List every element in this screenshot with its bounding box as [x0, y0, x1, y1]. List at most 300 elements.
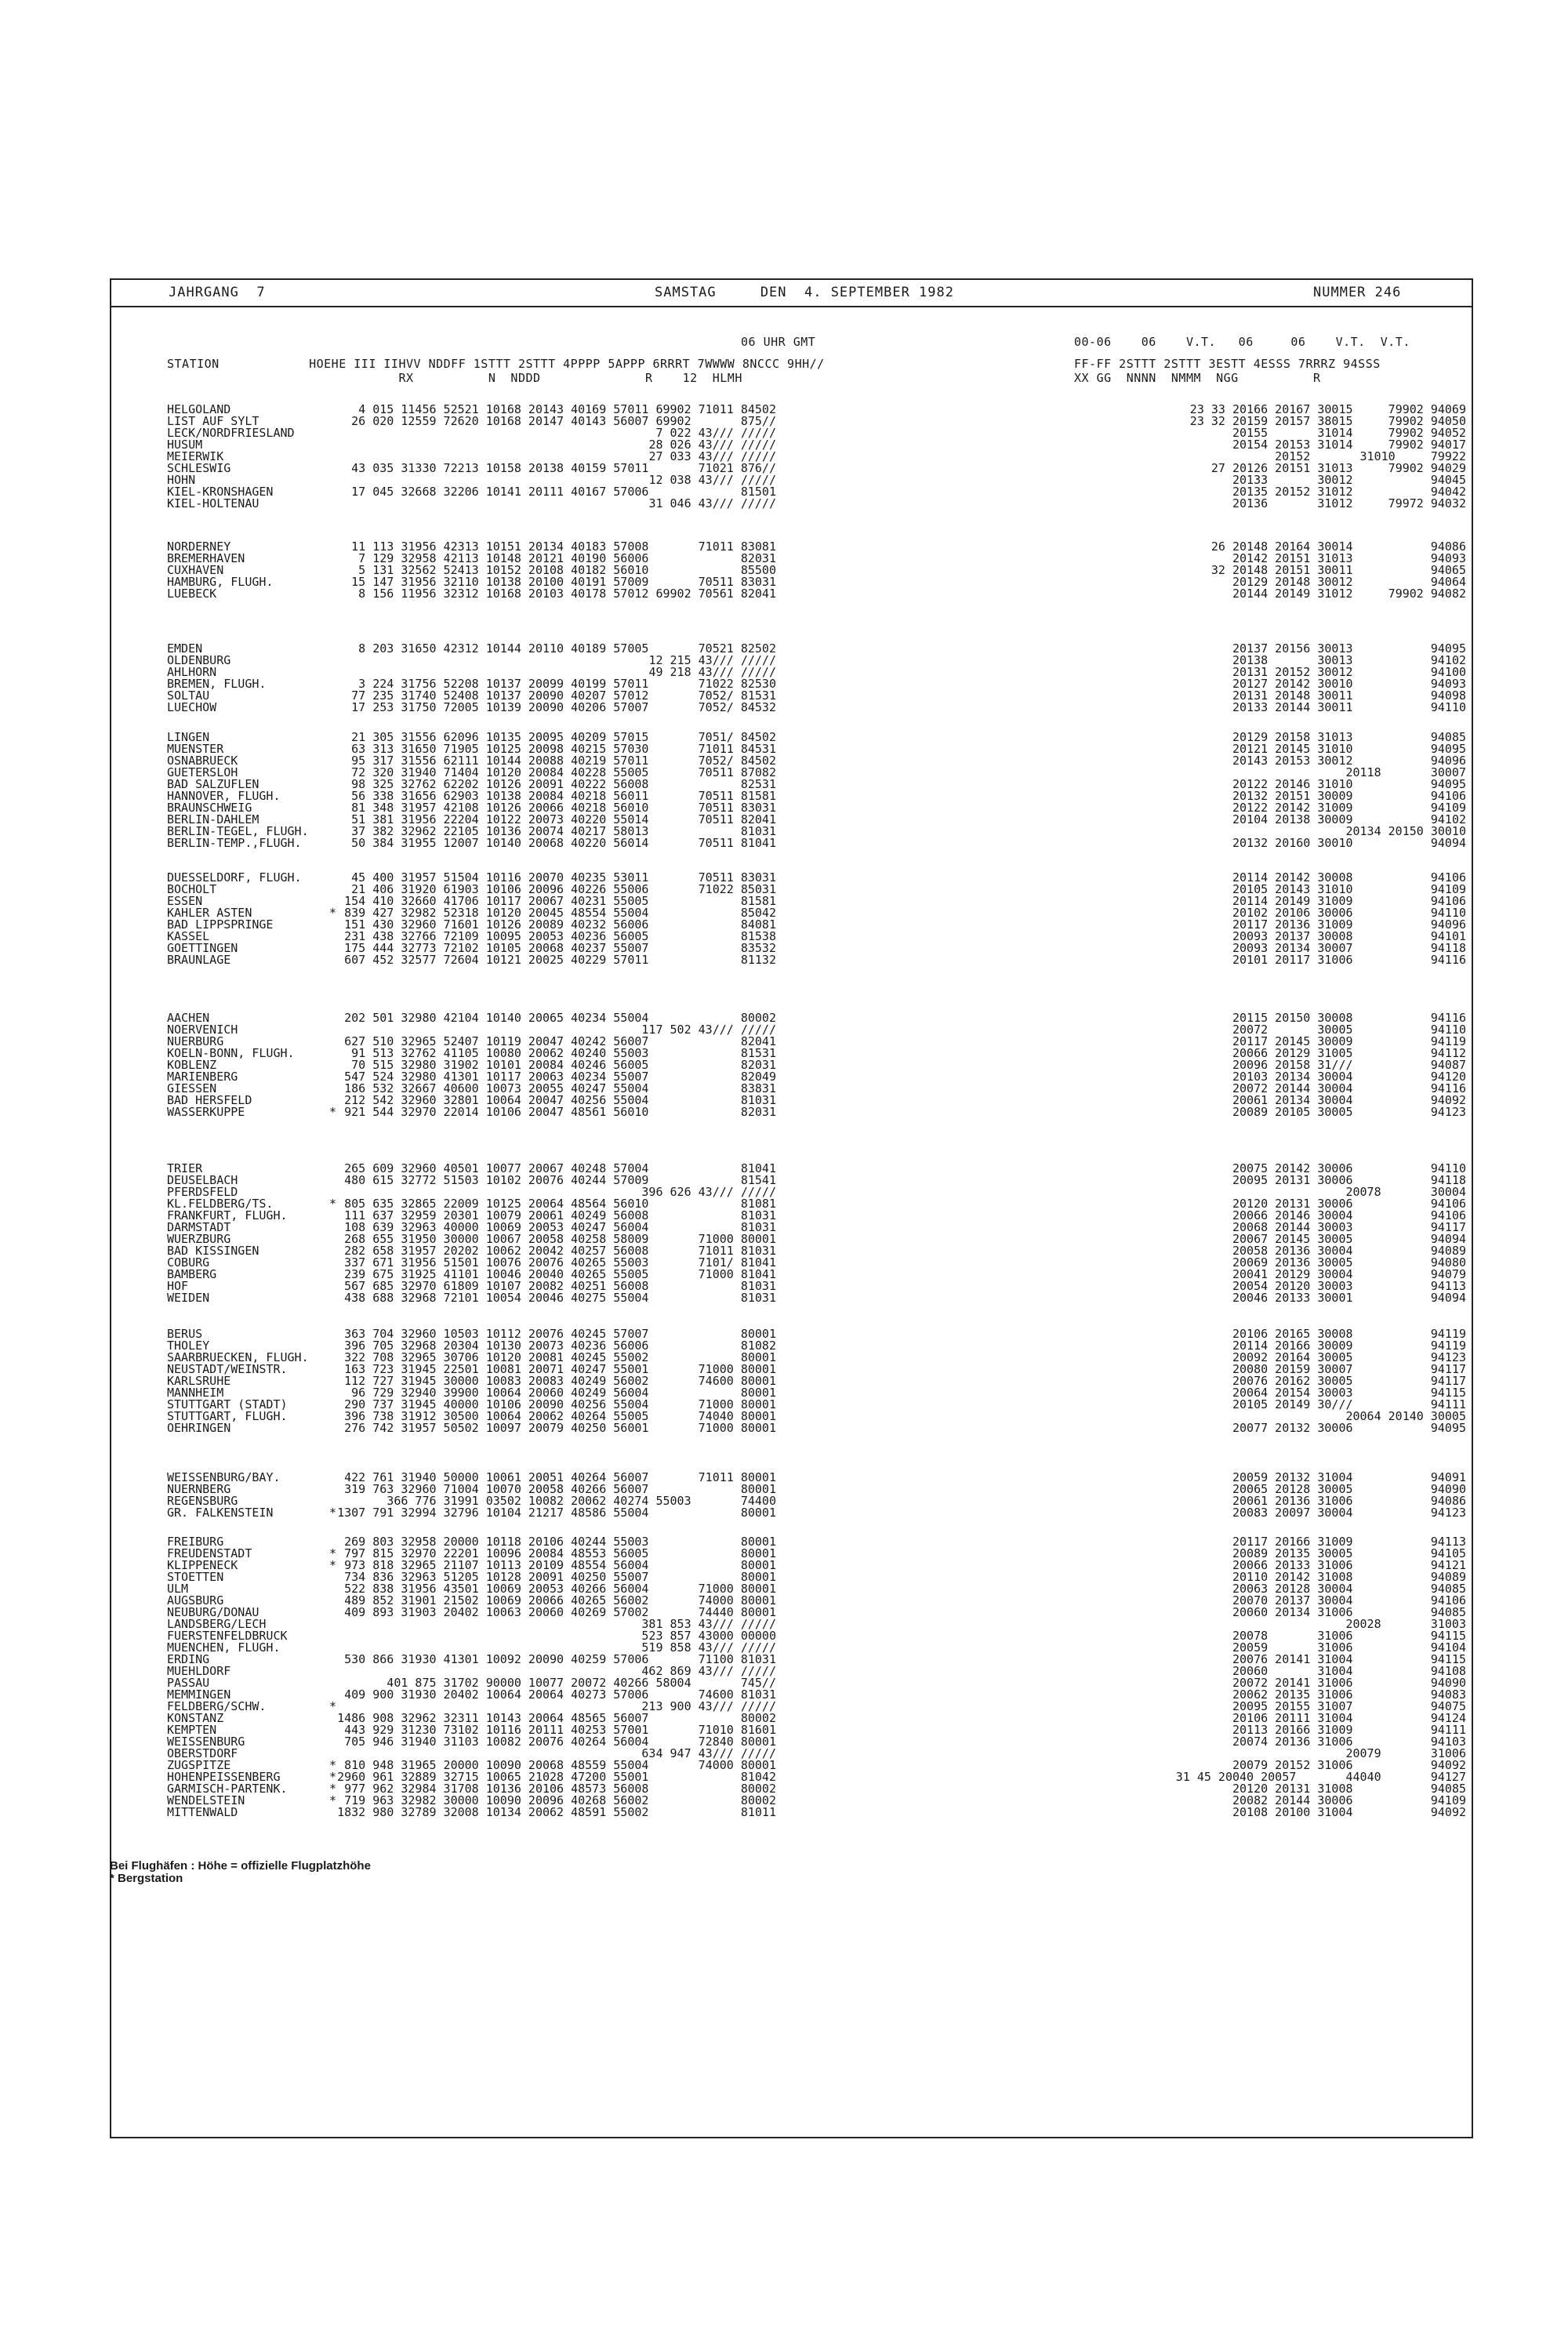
station-name: DEUSELBACH — [167, 1173, 238, 1187]
synop-right-values: 20079 20152 31006 94092 — [1232, 1758, 1466, 1772]
synop-left-values: 17 253 31750 72005 10139 20090 40206 57007 7052/ 84532 — [351, 700, 776, 714]
synop-right-values: 20062 20135 31006 94083 — [1232, 1687, 1466, 1702]
station-name: HUSUM — [167, 438, 203, 452]
station-name: BREMERHAVEN — [167, 551, 245, 565]
synop-left-values: 111 637 32959 20301 10079 20061 40249 56008 81031 — [344, 1208, 776, 1222]
table-row — [110, 588, 1472, 600]
synop-right-values: 20092 20164 30005 94123 — [1232, 1350, 1466, 1364]
synop-right-values: 20079 31006 — [1345, 1746, 1466, 1760]
station-group — [110, 872, 1472, 966]
station-name: KONSTANZ — [167, 1711, 224, 1725]
station-name: FRANKFURT, FLUGH. — [167, 1208, 288, 1222]
synop-right-values: 20063 20128 30004 94085 — [1232, 1582, 1466, 1596]
station-name: NEUBURG/DONAU — [167, 1605, 260, 1619]
synop-left-values: 56 338 31656 62903 10138 20084 40218 56011 70511 81581 — [351, 789, 776, 803]
synop-right-values: 23 33 20166 20167 30015 79902 94069 — [1189, 402, 1466, 416]
station-name: WEISSENBURG — [167, 1735, 245, 1749]
synop-right-values: 20089 20135 30005 94105 — [1232, 1546, 1466, 1560]
synop-left-values: 112 727 31945 30000 10083 20083 40249 56002 74600 80001 — [344, 1374, 776, 1388]
synop-right-values: 20131 20152 30012 94100 — [1232, 665, 1466, 679]
synop-left-values: 523 857 43000 00000 — [641, 1629, 776, 1643]
synop-left-values: 401 875 31702 90000 10077 20072 40266 58004 745// — [387, 1676, 776, 1690]
table-row — [110, 1292, 1472, 1304]
synop-left-values: 12 215 43/// ///// — [648, 653, 776, 667]
synop-left-values: 522 838 31956 43501 10069 20053 40266 56004 71000 80001 — [344, 1582, 776, 1596]
synop-right-values: 20120 20131 31008 94085 — [1232, 1782, 1466, 1796]
station-name: KOBLENZ — [167, 1058, 217, 1072]
synop-right-values: 20135 20152 31012 94042 — [1232, 485, 1466, 499]
station-name: BERUS — [167, 1327, 203, 1341]
synop-left-values: 547 524 32980 41301 10117 20063 40234 55007 82049 — [344, 1070, 776, 1084]
station-name: LUEBECK — [167, 587, 217, 601]
table-row — [110, 1422, 1472, 1434]
station-name: WEISSENBURG/BAY. — [167, 1470, 281, 1484]
synop-right-values: 20028 31003 — [1345, 1617, 1466, 1631]
synop-right-values: 20132 20151 30009 94106 — [1232, 789, 1466, 803]
synop-left-values: 396 738 31912 30500 10064 20062 40264 55005 74040 80001 — [344, 1409, 776, 1423]
station-name: FREIBURG — [167, 1535, 224, 1549]
synop-left-values: 381 853 43/// ///// — [641, 1617, 776, 1631]
station-group — [110, 541, 1472, 600]
synop-right-values: 20064 20140 30005 — [1345, 1409, 1466, 1423]
station-name: KASSEL — [167, 929, 210, 943]
station-name: GARMISCH-PARTENK. — [167, 1782, 288, 1796]
synop-right-values: 20096 20158 31/// 94087 — [1232, 1058, 1466, 1072]
station-name: FREUDENSTADT — [167, 1546, 252, 1560]
table-row — [110, 1507, 1472, 1519]
synop-left-values: 95 317 31556 62111 10144 20088 40219 57011 7052/ 84502 — [351, 754, 776, 768]
station-name: BERLIN-DAHLEM — [167, 812, 260, 826]
synop-left-values: 530 866 31930 41301 10092 20090 40259 57006 71100 81031 — [344, 1652, 776, 1666]
station-name: NOERVENICH — [167, 1023, 238, 1037]
synop-right-values: 20122 20146 31010 94095 — [1232, 777, 1466, 791]
station-name: TRIER — [167, 1161, 203, 1175]
synop-right-values: 20041 20129 30004 94079 — [1232, 1267, 1466, 1281]
synop-right-values: 20082 20144 30006 94109 — [1232, 1793, 1466, 1807]
synop-right-values: 20129 20158 31013 94085 — [1232, 730, 1466, 744]
synop-right-values: 20106 20165 30008 94119 — [1232, 1327, 1466, 1341]
synop-left-values: 98 325 32762 62202 10126 20091 40222 56008 82531 — [351, 777, 776, 791]
synop-left-values: 77 235 31740 52408 10137 20090 40207 57012 7052/ 81531 — [351, 688, 776, 703]
synop-right-values: 20117 20145 30009 94119 — [1232, 1034, 1466, 1048]
synop-right-values: 20095 20155 31007 94075 — [1232, 1699, 1466, 1713]
station-group — [110, 1536, 1472, 1818]
station-name: BOCHOLT — [167, 882, 217, 896]
station-name: CUXHAVEN — [167, 563, 224, 577]
synop-left-values: 8 203 31650 42312 10144 20110 40189 57005 70521 82502 — [358, 641, 776, 656]
synop-right-values: 20064 20154 30003 94115 — [1232, 1386, 1466, 1400]
synop-right-values: 20067 20145 30005 94094 — [1232, 1232, 1466, 1246]
station-group — [110, 1472, 1472, 1519]
station-name: KL.FELDBERG/TS. — [167, 1197, 274, 1211]
station-name: GR. FALKENSTEIN — [167, 1506, 274, 1520]
table-row — [110, 1736, 1472, 1748]
synop-left-values: 276 742 31957 50502 10097 20079 40250 56001 71000 80001 — [344, 1421, 776, 1435]
synop-left-values: 489 852 31901 21502 10069 20066 40265 56002 74000 80001 — [344, 1593, 776, 1608]
station-name: LINGEN — [167, 730, 210, 744]
station-name: GUETERSLOH — [167, 765, 238, 779]
station-name: STUTTGART (STADT) — [167, 1397, 288, 1411]
table-row — [110, 1175, 1472, 1186]
synop-right-values: 20076 20141 31004 94115 — [1232, 1652, 1466, 1666]
synop-left-values: 627 510 32965 52407 10119 20047 40242 56007 82041 — [344, 1034, 776, 1048]
station-name: ERDING — [167, 1652, 210, 1666]
station-name: HOHN — [167, 473, 196, 487]
synop-left-values: 49 218 43/// ///// — [648, 665, 776, 679]
station-name: FELDBERG/SCHW. — [167, 1699, 267, 1713]
station-name: KARLSRUHE — [167, 1374, 231, 1388]
synop-left-values: 12 038 43/// ///// — [648, 473, 776, 487]
synop-right-values: 20133 20144 30011 94110 — [1232, 700, 1466, 714]
synop-right-values: 20120 20131 30006 94106 — [1232, 1197, 1466, 1211]
synop-left-values: 282 658 31957 20202 10062 20042 40257 56008 71011 81031 — [344, 1244, 776, 1258]
station-name: OEHRINGEN — [167, 1421, 231, 1435]
table-row — [110, 702, 1472, 714]
synop-right-values: 20115 20150 30008 94116 — [1232, 1011, 1466, 1025]
synop-right-values: 31 45 20040 20057 44040 94127 — [1175, 1770, 1466, 1784]
station-name: BRAUNSCHWEIG — [167, 801, 252, 815]
synop-left-values: 2960 961 32889 32715 10065 21028 47200 55001 81042 — [337, 1770, 776, 1784]
station-name: COBURG — [167, 1255, 210, 1270]
station-name: DUESSELDORF, FLUGH. — [167, 870, 302, 885]
mountain-marker: * — [329, 906, 337, 920]
synop-left-values: 239 675 31925 41101 10046 20040 40265 55005 71000 81041 — [344, 1267, 776, 1281]
synop-right-values: 20054 20120 30003 94113 — [1232, 1279, 1466, 1293]
header-divider — [110, 306, 1472, 307]
synop-left-values: 265 609 32960 40501 10077 20067 40248 57004 81041 — [344, 1161, 776, 1175]
station-name: WUERZBURG — [167, 1232, 231, 1246]
synop-right-values: 20117 20166 31009 94113 — [1232, 1535, 1466, 1549]
synop-right-values: 20152 31010 79922 — [1275, 449, 1466, 463]
synop-right-values: 20117 20136 31009 94096 — [1232, 917, 1466, 932]
synop-left-values: 480 615 32772 51503 10102 20076 40244 57009 81541 — [344, 1173, 776, 1187]
station-name: BERLIN-TEMP.,FLUGH. — [167, 836, 302, 850]
station-name: KIEL-HOLTENAU — [167, 496, 260, 510]
station-name: OLDENBURG — [167, 653, 231, 667]
station-name: AHLHORN — [167, 665, 217, 679]
synop-left-values: 1832 980 32789 32008 10134 20062 48591 55002 81011 — [337, 1805, 776, 1819]
station-group — [110, 1163, 1472, 1304]
station-group — [110, 404, 1472, 510]
footnote-mountain: * Bergstation — [110, 1872, 183, 1885]
synop-left-values: 231 438 32766 72109 10095 20053 40236 56005 81538 — [344, 929, 776, 943]
synop-left-values: 268 655 31950 30000 10067 20058 40258 58009 71000 80001 — [344, 1232, 776, 1246]
synop-left-values: 1307 791 32994 32796 10104 21217 48586 55004 80001 — [337, 1506, 776, 1520]
synop-left-values: 462 869 43/// ///// — [641, 1664, 776, 1678]
station-name: NUERNBERG — [167, 1482, 231, 1496]
station-name: SAARBRUECKEN, FLUGH. — [167, 1350, 309, 1364]
station-group — [110, 732, 1472, 849]
synop-right-values: 20089 20105 30005 94123 — [1232, 1105, 1466, 1119]
synop-left-values: 269 803 32958 20000 10118 20106 40244 55003 80001 — [344, 1535, 776, 1549]
mountain-marker: * — [329, 1558, 337, 1572]
synop-right-values: 20046 20133 30001 94094 — [1232, 1291, 1466, 1305]
synop-right-values: 20058 20136 30004 94089 — [1232, 1244, 1466, 1258]
synop-right-values: 20060 31004 94108 — [1232, 1664, 1466, 1678]
station-name: LANDSBERG/LECH — [167, 1617, 267, 1631]
mountain-marker: * — [329, 1105, 337, 1119]
synop-right-values: 20122 20142 31009 94109 — [1232, 801, 1466, 815]
synop-left-values: 290 737 31945 40000 10106 20090 40256 55004 71000 80001 — [344, 1397, 776, 1411]
station-name: REGENSBURG — [167, 1494, 238, 1508]
station-name: OSNABRUECK — [167, 754, 238, 768]
synop-left-values: 337 671 31956 51501 10076 20076 40265 55003 7101/ 81041 — [344, 1255, 776, 1270]
station-name: NORDERNEY — [167, 539, 231, 554]
station-name: PASSAU — [167, 1676, 210, 1690]
station-name: GOETTINGEN — [167, 941, 238, 955]
synop-right-values: 20072 20141 31006 94090 — [1232, 1676, 1466, 1690]
station-name: LUECHOW — [167, 700, 217, 714]
synop-right-values: 20133 30012 94045 — [1232, 473, 1466, 487]
station-name: MARIENBERG — [167, 1070, 238, 1084]
synop-right-values: 20101 20117 31006 94116 — [1232, 953, 1466, 967]
synop-left-values: 15 147 31956 32110 10138 20100 40191 57009 70511 83031 — [351, 575, 776, 589]
station-name: BAD HERSFELD — [167, 1093, 252, 1107]
synop-right-values: 20127 20142 30010 94093 — [1232, 677, 1466, 691]
station-name: BAD LIPPSPRINGE — [167, 917, 274, 932]
synop-left-values: 973 818 32965 21107 10113 20109 48554 56004 80001 — [344, 1558, 776, 1572]
station-name: ULM — [167, 1582, 189, 1596]
table-row — [110, 1607, 1472, 1618]
synop-left-values: 719 963 32982 30000 10090 20096 40268 56002 80002 — [344, 1793, 776, 1807]
synop-left-values: 175 444 32773 72102 10105 20068 40237 55007 83532 — [344, 941, 776, 955]
station-name: SOLTAU — [167, 688, 210, 703]
synop-left-values: 21 305 31556 62096 10135 20095 40209 57015 7051/ 84502 — [351, 730, 776, 744]
synop-left-values: 4 015 11456 52521 10168 20143 40169 57011 69902 71011 84502 — [358, 402, 776, 416]
synop-left-values: 567 685 32970 61809 10107 20082 40251 56008 81031 — [344, 1279, 776, 1293]
synop-right-values: 20138 30013 94102 — [1232, 653, 1466, 667]
synop-right-values: 20105 20149 30/// 94111 — [1232, 1397, 1466, 1411]
data-sheet — [110, 278, 1472, 2325]
mountain-marker: * — [329, 1546, 337, 1560]
right-period-header: 00-06 06 V.T. 06 06 V.T. V.T. — [1074, 335, 1410, 349]
station-name: LECK/NORDFRIESLAND — [167, 426, 295, 440]
synop-left-values: 11 113 31956 42313 10151 20134 40183 57008 71011 83081 — [351, 539, 776, 554]
station-name: MEMMINGEN — [167, 1687, 231, 1702]
synop-right-values: 20080 20159 30007 94117 — [1232, 1362, 1466, 1376]
station-name: MUENCHEN, FLUGH. — [167, 1640, 281, 1655]
synop-left-values: 91 513 32762 41105 10080 20062 40240 55003 81531 — [351, 1046, 776, 1060]
station-name: ZUGSPITZE — [167, 1758, 231, 1772]
footnotes — [110, 1860, 371, 1885]
station-name: HOF — [167, 1279, 189, 1293]
synop-right-values: 20102 20106 30006 94110 — [1232, 906, 1466, 920]
mountain-marker: * — [329, 1506, 337, 1520]
table-row — [110, 837, 1472, 849]
synop-right-values: 26 20148 20164 30014 94086 — [1210, 539, 1466, 554]
station-name: KIEL-KRONSHAGEN — [167, 485, 274, 499]
right-column-header-2: XX GG NNNN NMMM NGG R — [1074, 371, 1321, 385]
footnote-airports: Bei Flughäfen : Höhe = offizielle Flugplatzhöhe — [110, 1859, 371, 1873]
volume-label: JAHRGANG 7 — [169, 285, 266, 300]
left-column-header-1: STATION HOEHE III IIHVV NDDFF 1STTT 2STTT 4PPPP 5APPP 6RRRT 7WWWW 8NCCC 9HH// — [167, 357, 825, 371]
synop-left-values: 409 893 31903 20402 10063 20060 40269 57002 74440 80001 — [344, 1605, 776, 1619]
synop-right-values: 20118 30007 — [1345, 765, 1466, 779]
synop-right-values: 20093 20137 30008 94101 — [1232, 929, 1466, 943]
synop-left-values: 202 501 32980 42104 10140 20065 40234 55004 80002 — [344, 1011, 776, 1025]
synop-right-values: 20059 31006 94104 — [1232, 1640, 1466, 1655]
synop-right-values: 20076 20162 30005 94117 — [1232, 1374, 1466, 1388]
synop-right-values: 20070 20137 30004 94106 — [1232, 1593, 1466, 1608]
station-group — [110, 643, 1472, 714]
station-name: PFERDSFELD — [167, 1185, 238, 1199]
synop-left-values: 108 639 32963 40000 10069 20053 40247 56004 81031 — [344, 1220, 776, 1234]
synop-right-values: 20075 20142 30006 94110 — [1232, 1161, 1466, 1175]
synop-right-values: 20103 20134 30004 94120 — [1232, 1070, 1466, 1084]
synop-right-values: 20072 30005 94110 — [1232, 1023, 1466, 1037]
synop-right-values: 20105 20143 31010 94109 — [1232, 882, 1466, 896]
synop-left-values: 186 532 32667 40600 10073 20055 40247 55004 83831 — [344, 1081, 776, 1095]
station-name: MUEHLDORF — [167, 1664, 231, 1678]
synop-right-values: 20154 20153 31014 79902 94017 — [1232, 438, 1466, 452]
synop-right-values: 23 32 20159 20157 38015 79902 94050 — [1189, 414, 1466, 428]
synop-right-values: 20132 20160 30010 94094 — [1232, 836, 1466, 850]
synop-left-values: 734 836 32963 51205 10128 20091 40250 55007 80001 — [344, 1570, 776, 1584]
synop-right-values: 20131 20148 30011 94098 — [1232, 688, 1466, 703]
date-label: SAMSTAG DEN 4. SEPTEMBER 1982 — [655, 285, 954, 300]
station-name: DARMSTADT — [167, 1220, 231, 1234]
station-name: KAHLER ASTEN — [167, 906, 252, 920]
synop-left-values: 21 406 31920 61903 10106 20096 40226 55006 71022 85031 — [351, 882, 776, 896]
synop-right-values: 20113 20166 31009 94111 — [1232, 1723, 1466, 1737]
station-name: SCHLESWIG — [167, 461, 231, 475]
station-name: BERLIN-TEGEL, FLUGH. — [167, 824, 309, 838]
synop-right-values: 20143 20153 30012 94096 — [1232, 754, 1466, 768]
synop-right-values: 20106 20111 31004 94124 — [1232, 1711, 1466, 1725]
table-row — [110, 1399, 1472, 1411]
synop-left-values: 607 452 32577 72604 10121 20025 40229 57011 81132 — [344, 953, 776, 967]
synop-left-values: 50 384 31955 12007 10140 20068 40220 56014 70511 81041 — [351, 836, 776, 850]
synop-left-values: 7 129 32958 42113 10148 20121 40190 56006 82031 — [358, 551, 776, 565]
synop-left-values: 27 033 43/// ///// — [648, 449, 776, 463]
synop-left-values: 705 946 31940 31103 10082 20076 40264 56004 72840 80001 — [344, 1735, 776, 1749]
station-name: WENDELSTEIN — [167, 1793, 245, 1807]
observation-time: 06 UHR GMT — [741, 335, 816, 349]
synop-right-values: 20061 20136 31006 94086 — [1232, 1494, 1466, 1508]
synop-left-values: 322 708 32965 30706 10120 20081 40245 55002 80001 — [344, 1350, 776, 1364]
station-name: BAD SALZUFLEN — [167, 777, 260, 791]
synop-right-values: 20121 20145 31010 94095 — [1232, 742, 1466, 756]
synop-right-values: 20104 20138 30009 94102 — [1232, 812, 1466, 826]
synop-left-values: 81 348 31957 42108 10126 20066 40218 56010 70511 83031 — [351, 801, 776, 815]
station-name: BREMEN, FLUGH. — [167, 677, 267, 691]
right-column-header-1: FF-FF 2STTT 2STTT 3ESTT 4ESSS 7RRRZ 94SSS — [1074, 357, 1381, 371]
station-name: MITTENWALD — [167, 1805, 238, 1819]
synop-left-values: 839 427 32982 52318 10120 20045 48554 55004 85042 — [344, 906, 776, 920]
station-name: WASSERKUPPE — [167, 1105, 245, 1119]
left-column-header-2: RX N NDDD R 12 HLMH — [167, 371, 742, 385]
synop-left-values: 212 542 32960 32801 10064 20047 40256 55004 81031 — [344, 1093, 776, 1107]
synop-left-values: 634 947 43/// ///// — [641, 1746, 776, 1760]
station-name: ESSEN — [167, 894, 203, 908]
station-name: MANNHEIM — [167, 1386, 224, 1400]
synop-right-values: 20114 20149 31009 94106 — [1232, 894, 1466, 908]
station-name: FUERSTENFELDBRUCK — [167, 1629, 288, 1643]
synop-right-values: 20129 20148 30012 94064 — [1232, 575, 1466, 589]
synop-right-values: 20066 20146 30004 94106 — [1232, 1208, 1466, 1222]
synop-right-values: 20108 20100 31004 94092 — [1232, 1805, 1466, 1819]
synop-right-values: 32 20148 20151 30011 94065 — [1210, 563, 1466, 577]
synop-left-values: 921 544 32970 22014 10106 20047 48561 56010 82031 — [344, 1105, 776, 1119]
synop-left-values: 443 929 31230 73102 10116 20111 40253 57001 71010 81601 — [344, 1723, 776, 1737]
synop-left-values: 154 410 32660 41706 10117 20067 40231 55005 81581 — [344, 894, 776, 908]
mountain-marker: * — [329, 1793, 337, 1807]
station-name: MEIERWIK — [167, 449, 224, 463]
table-row — [110, 755, 1472, 767]
station-name: LIST AUF SYLT — [167, 414, 260, 428]
station-name: BRAUNLAGE — [167, 953, 231, 967]
synop-right-values: 20074 20136 31006 94103 — [1232, 1735, 1466, 1749]
synop-right-values: 20066 20129 31005 94112 — [1232, 1046, 1466, 1060]
synop-left-values: 1486 908 32962 32311 10143 20064 48565 56007 80002 — [337, 1711, 776, 1725]
synop-right-values: 20093 20134 30007 94118 — [1232, 941, 1466, 955]
station-name: HANNOVER, FLUGH. — [167, 789, 281, 803]
mountain-marker: * — [329, 1197, 337, 1211]
synop-right-values: 20137 20156 30013 94095 — [1232, 641, 1466, 656]
synop-left-values: 366 776 31991 03502 10082 20062 40274 55003 74400 — [387, 1494, 776, 1508]
station-name: THOLEY — [167, 1339, 210, 1353]
station-name: HOHENPEISSENBERG — [167, 1770, 281, 1784]
table-row — [110, 814, 1472, 826]
station-name: OBERSTDORF — [167, 1746, 238, 1760]
synop-right-values: 20061 20134 30004 94092 — [1232, 1093, 1466, 1107]
synop-left-values: 96 729 32940 39900 10064 20060 40249 56004 80001 — [351, 1386, 776, 1400]
synop-left-values: 797 815 32970 22201 10096 20084 48553 56005 80001 — [344, 1546, 776, 1560]
station-name: NUERBURG — [167, 1034, 224, 1048]
synop-left-values: 810 948 31965 20000 10090 20068 48559 55004 74000 80001 — [344, 1758, 776, 1772]
synop-left-values: 409 900 31930 20402 10064 20064 40273 57006 74600 81031 — [344, 1687, 776, 1702]
station-name: NEUSTADT/WEINSTR. — [167, 1362, 288, 1376]
table-row — [110, 1807, 1472, 1818]
synop-left-values: 43 035 31330 72213 10158 20138 40159 57011 71021 876// — [351, 461, 776, 475]
station-group — [110, 1328, 1472, 1434]
station-name: WEIDEN — [167, 1291, 210, 1305]
synop-right-values: 20072 20144 30004 94116 — [1232, 1081, 1466, 1095]
mountain-marker: * — [329, 1770, 337, 1784]
synop-left-values: 3 224 31756 52208 10137 20099 40199 57011 71022 82530 — [358, 677, 776, 691]
synop-right-values: 20155 31014 79902 94052 — [1232, 426, 1466, 440]
synop-left-values: 363 704 32960 10503 10112 20076 40245 57007 80001 — [344, 1327, 776, 1341]
synop-left-values: 7 022 43/// ///// — [655, 426, 776, 440]
synop-right-values: 20144 20149 31012 79902 94082 — [1232, 587, 1466, 601]
synop-right-values: 27 20126 20151 31013 79902 94029 — [1210, 461, 1466, 475]
synop-left-values: 396 705 32968 20304 10130 20073 40236 56006 81082 — [344, 1339, 776, 1353]
synop-left-values: 805 635 32865 22009 10125 20064 48564 56010 81081 — [344, 1197, 776, 1211]
synop-right-values: 20134 20150 30010 — [1345, 824, 1466, 838]
synop-left-values: 17 045 32668 32206 10141 20111 40167 57006 81501 — [351, 485, 776, 499]
synop-left-values: 28 026 43/// ///// — [648, 438, 776, 452]
synop-right-values: 20078 30004 — [1345, 1185, 1466, 1199]
synop-right-values: 20069 20136 30005 94080 — [1232, 1255, 1466, 1270]
station-name: KOELN-BONN, FLUGH. — [167, 1046, 295, 1060]
synop-right-values: 20060 20134 31006 94085 — [1232, 1605, 1466, 1619]
table-row — [110, 954, 1472, 966]
synop-left-values: 51 381 31956 22204 10122 20073 40220 55014 70511 82041 — [351, 812, 776, 826]
station-name: HELGOLAND — [167, 402, 231, 416]
synop-left-values: 396 626 43/// ///// — [641, 1185, 776, 1199]
synop-right-values: 20136 31012 79972 94032 — [1232, 496, 1466, 510]
synop-left-values: 72 320 31940 71404 10120 20084 40228 55005 70511 87082 — [351, 765, 776, 779]
synop-right-values: 20066 20133 31006 94121 — [1232, 1558, 1466, 1572]
mountain-marker: * — [329, 1758, 337, 1772]
synop-right-values: 20077 20132 30006 94095 — [1232, 1421, 1466, 1435]
table-row — [110, 498, 1472, 510]
synop-right-values: 20095 20131 30006 94118 — [1232, 1173, 1466, 1187]
station-name: STUTTGART, FLUGH. — [167, 1409, 288, 1423]
station-name: HAMBURG, FLUGH. — [167, 575, 274, 589]
station-name: GIESSEN — [167, 1081, 217, 1095]
synop-left-values: 45 400 31957 51504 10116 20070 40235 53011 70511 83031 — [351, 870, 776, 885]
